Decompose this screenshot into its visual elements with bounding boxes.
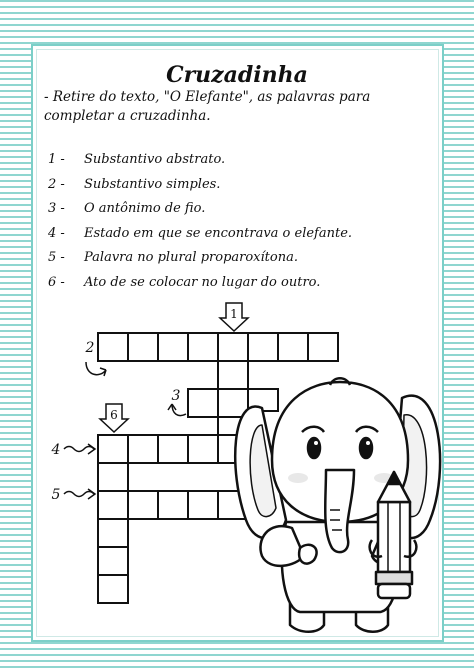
curved-arrow-icon xyxy=(168,404,186,416)
wavy-arrow-icon xyxy=(64,489,95,499)
clue-number: 6 - xyxy=(48,274,65,290)
marker-4: 4 xyxy=(51,442,61,458)
word-5-cells[interactable] xyxy=(128,491,246,519)
clue-text: Ato de se colocar no lugar do outro. xyxy=(84,274,321,290)
marker-2: 2 xyxy=(85,340,95,356)
marker-6: 6 xyxy=(110,408,118,422)
clue-text: O antônimo de fio. xyxy=(84,201,206,217)
clue-number: 5 - xyxy=(48,250,65,266)
word-4-cells[interactable] xyxy=(98,435,246,463)
clue-text: Palavra no plural proparoxítona. xyxy=(84,250,298,266)
marker-5: 5 xyxy=(51,487,61,503)
marker-3: 3 xyxy=(171,388,181,404)
clue-text: Substantivo simples. xyxy=(84,176,221,192)
clue-text: Estado em que se encontrava o elefante. xyxy=(84,225,353,241)
curved-arrow-icon xyxy=(86,362,106,376)
marker-1: 1 xyxy=(230,307,238,321)
arrow-down-icon xyxy=(100,404,128,432)
arrow-down-icon xyxy=(220,303,248,331)
instruction-text: - Retire do texto, "O Elefante", as palavras para completar a cruzadinha. xyxy=(44,89,371,124)
word-6-cells[interactable] xyxy=(98,463,128,603)
clue-number: 1 - xyxy=(48,152,65,167)
wavy-arrow-icon xyxy=(64,444,95,454)
clue-number: 4 - xyxy=(48,225,65,241)
word-2-cells[interactable] xyxy=(98,333,338,361)
worksheet-title: Cruzadinha xyxy=(166,62,308,88)
clue-number: 3 - xyxy=(48,201,65,217)
clue-text: Substantivo abstrato. xyxy=(84,152,226,167)
clue-number: 2 - xyxy=(48,176,65,192)
